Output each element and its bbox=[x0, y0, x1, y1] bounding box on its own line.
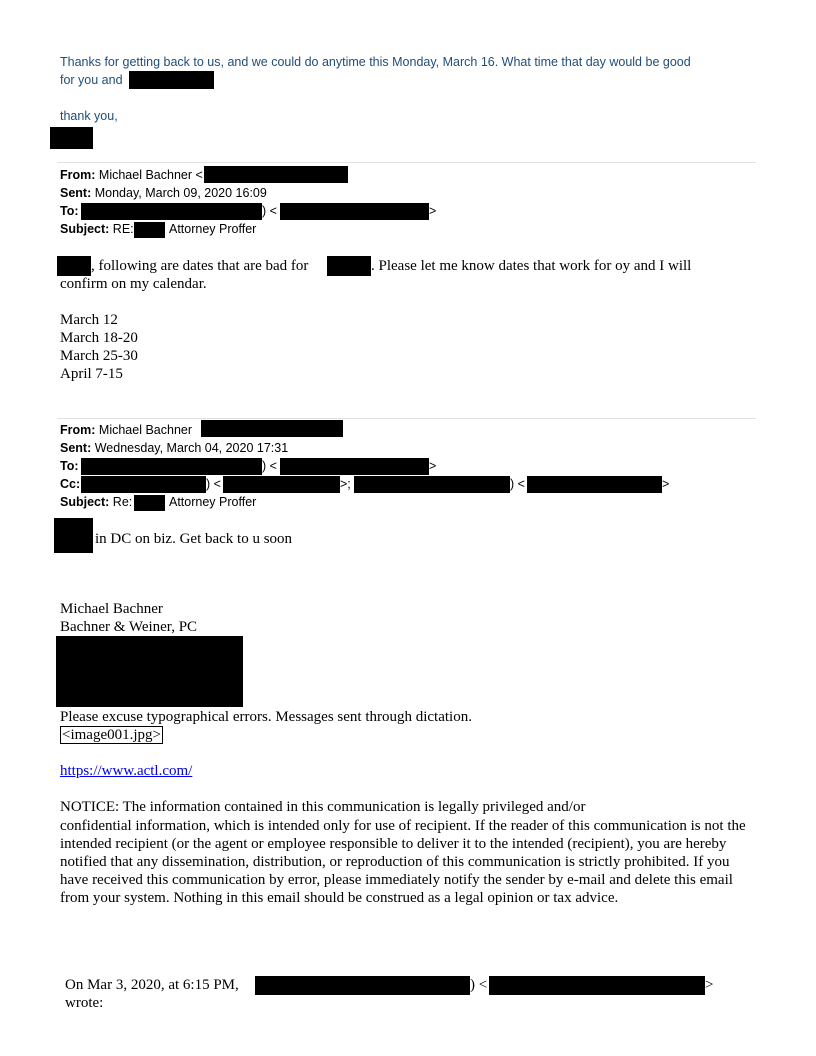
redaction-box bbox=[81, 458, 262, 475]
cc-label: Cc: bbox=[60, 477, 81, 491]
date-item: March 12 bbox=[60, 312, 118, 328]
email1-body-line2: confirm on my calendar. bbox=[60, 276, 207, 292]
date-item: March 18-20 bbox=[60, 330, 138, 346]
email1-body-b: . Please let me know dates that work for oy and I will bbox=[371, 258, 692, 274]
date-item: April 7-15 bbox=[60, 366, 123, 382]
email1-body-a: , following are dates that are bad for bbox=[91, 258, 309, 274]
dictation-note: Please excuse typographical errors. Messages sent through dictation. bbox=[60, 709, 472, 725]
to-end: > bbox=[429, 459, 437, 473]
sent-label: Sent: bbox=[60, 186, 92, 200]
redaction-box bbox=[255, 976, 470, 995]
subject-suffix: Attorney Proffer bbox=[169, 222, 257, 236]
email2-body: in DC on biz. Get back to u soon bbox=[95, 531, 293, 547]
subject-suffix: Attorney Proffer bbox=[169, 495, 257, 509]
sent-value: Wednesday, March 04, 2020 17:31 bbox=[94, 441, 289, 455]
reply-line-1: Thanks for getting back to us, and we could do anytime this Monday, March 16. What time that day would be good bbox=[60, 55, 691, 69]
cc-separator: ) < bbox=[206, 477, 221, 491]
quoted-separator: ) < bbox=[470, 977, 488, 993]
email2-sent bbox=[60, 441, 288, 455]
redaction-box bbox=[57, 256, 91, 276]
to-label: To: bbox=[60, 204, 79, 218]
redaction-box bbox=[129, 71, 214, 89]
quoted-intro: On Mar 3, 2020, at 6:15 PM, bbox=[65, 977, 239, 993]
email1-subject bbox=[60, 222, 134, 236]
to-separator: ) < bbox=[262, 459, 277, 473]
redaction-box bbox=[527, 476, 662, 493]
reply-line-2-text: for you and bbox=[60, 73, 123, 87]
redaction-box bbox=[280, 458, 429, 475]
from-value: Michael Bachner < bbox=[98, 168, 203, 182]
reply-line-2 bbox=[60, 73, 123, 87]
quoted-end: > bbox=[705, 977, 714, 993]
to-separator: ) < bbox=[262, 204, 277, 218]
subject-prefix: Re: bbox=[112, 495, 133, 509]
image-placeholder bbox=[60, 727, 163, 744]
cc-end: > bbox=[662, 477, 670, 491]
header-divider bbox=[57, 418, 756, 419]
redaction-box bbox=[56, 636, 243, 707]
notice-line-1: NOTICE: The information contained in this communication is legally privileged and/or bbox=[60, 799, 586, 815]
date-item: March 25-30 bbox=[60, 348, 138, 364]
redaction-box bbox=[201, 420, 343, 437]
reply-closing: thank you, bbox=[60, 109, 118, 123]
actl-link[interactable] bbox=[60, 763, 192, 780]
to-end: > bbox=[429, 204, 437, 218]
signature-firm: Bachner & Weiner, PC bbox=[60, 619, 198, 635]
cc-separator: >; bbox=[340, 477, 351, 491]
email2-subject bbox=[60, 495, 132, 509]
subject-label: Subject: bbox=[60, 222, 110, 236]
actl-link-text[interactable]: https://www.actl.com/ bbox=[60, 763, 193, 779]
subject-prefix: RE: bbox=[112, 222, 134, 236]
email1-to bbox=[60, 204, 79, 218]
signature-name: Michael Bachner bbox=[60, 601, 163, 617]
redaction-box bbox=[327, 256, 371, 276]
from-label: From: bbox=[60, 168, 96, 182]
to-label: To: bbox=[60, 459, 79, 473]
email2-from bbox=[60, 423, 192, 437]
from-label: From: bbox=[60, 423, 96, 437]
sent-label: Sent: bbox=[60, 441, 92, 455]
redaction-box bbox=[81, 476, 206, 493]
notice-body: confidential information, which is intended only for use of recipient. If the reader of this communication is not the intended recipient (or the agent or employee responsible to deliver it to the intended (recipient), you are hereby notified that any dissemination, distribution, or reproduction of this communication is strictly prohibited. If you have received this communication by error, please immediately notify the sender by e-mail and delete this email from your system. Nothing in this email should be construed as a legal opinion or tax advice. bbox=[60, 818, 746, 906]
redaction-box bbox=[354, 476, 510, 493]
redaction-box bbox=[134, 222, 165, 238]
redaction-box bbox=[50, 127, 93, 149]
redaction-box bbox=[280, 203, 429, 220]
quoted-wrote: wrote: bbox=[65, 995, 104, 1011]
from-value: Michael Bachner bbox=[98, 423, 193, 437]
redaction-box bbox=[489, 976, 705, 995]
email1-sent bbox=[60, 186, 267, 200]
redaction-box bbox=[134, 495, 165, 511]
sent-value: Monday, March 09, 2020 16:09 bbox=[94, 186, 267, 200]
redaction-box bbox=[81, 203, 262, 220]
email2-cc bbox=[60, 477, 80, 491]
image-placeholder-label: <image001.jpg> bbox=[62, 727, 161, 743]
redaction-box bbox=[223, 476, 340, 493]
cc-separator: ) < bbox=[510, 477, 525, 491]
redaction-box bbox=[204, 166, 348, 183]
email2-to bbox=[60, 459, 79, 473]
subject-label: Subject: bbox=[60, 495, 110, 509]
redaction-box bbox=[54, 518, 93, 553]
header-divider bbox=[57, 162, 756, 163]
email1-from bbox=[60, 168, 203, 182]
